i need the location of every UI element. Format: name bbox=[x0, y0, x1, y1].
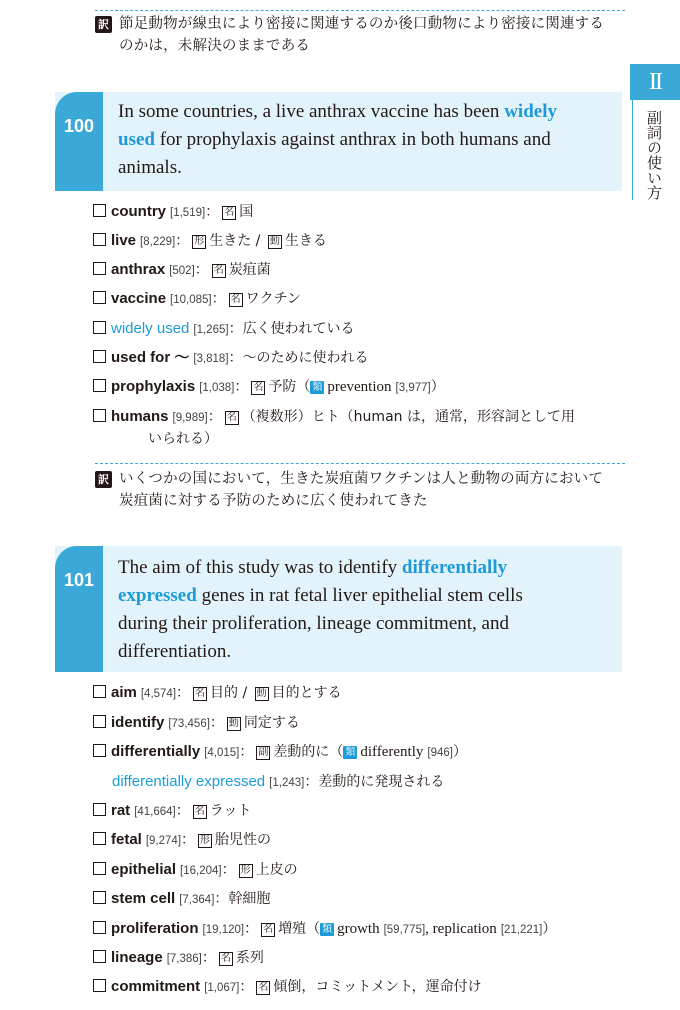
meaning: 差動的に（ bbox=[273, 744, 344, 760]
meaning: 広く使われている bbox=[242, 321, 355, 337]
checkbox[interactable] bbox=[93, 291, 106, 304]
pos-badge: 形 bbox=[194, 236, 205, 247]
meaning: 幹細胞 bbox=[228, 891, 271, 907]
pos-badge: 名 bbox=[263, 924, 274, 935]
vocab-word: proliferation bbox=[111, 920, 199, 937]
frequency: [1,067] bbox=[204, 982, 240, 994]
vocab-word: rat bbox=[111, 802, 131, 819]
vocab-item: anthrax [502]： 名 炭疽菌 bbox=[93, 259, 633, 282]
translation-badge: 訳 bbox=[95, 471, 112, 488]
chapter-tab-line bbox=[632, 100, 633, 200]
frequency: [8,229] bbox=[140, 236, 176, 248]
checkbox[interactable] bbox=[93, 350, 106, 363]
meaning: 胎児性の bbox=[215, 832, 272, 848]
vocab-item: lineage [7,386]： 名 系列 bbox=[93, 947, 633, 970]
meaning: 生きる bbox=[284, 233, 327, 249]
sentence-number: 100 bbox=[63, 116, 95, 136]
checkbox[interactable] bbox=[93, 262, 106, 275]
vocab-word: commitment bbox=[111, 978, 201, 995]
vocab-word: humans bbox=[111, 408, 169, 425]
vocab-word: used for ～ bbox=[111, 349, 190, 366]
meaning: 差動的に発現される bbox=[318, 774, 445, 790]
checkbox[interactable] bbox=[93, 832, 106, 845]
checkbox[interactable] bbox=[93, 950, 106, 963]
frequency: [21,221] bbox=[500, 924, 543, 936]
vocab-item: vaccine [10,085]： 名 ワクチン bbox=[93, 288, 633, 311]
frequency: [4,574] bbox=[140, 688, 177, 700]
frequency: [19,120] bbox=[202, 924, 245, 936]
meaning: 予防（ bbox=[268, 379, 311, 395]
paren: ） bbox=[430, 379, 445, 395]
meaning: ～のために使われる bbox=[242, 350, 369, 366]
pos-badge: 名 bbox=[253, 382, 264, 393]
meaning: 炭疽菌 bbox=[228, 262, 271, 278]
frequency: [3,818] bbox=[193, 353, 229, 365]
frequency: [59,775] bbox=[383, 924, 426, 936]
sentence-line: animals. bbox=[118, 157, 182, 178]
sentence-text: for prophylaxis against anthrax in both humans and bbox=[154, 129, 551, 150]
vocab-phrase: differentially expressed bbox=[112, 773, 266, 790]
sentence-line bbox=[118, 582, 613, 610]
synonym-badge: 類 bbox=[312, 382, 323, 393]
vocab-item: fetal [9,274]： 形 胎児性の bbox=[93, 829, 633, 852]
vocab-item: identify [73,456]： 動 同定する bbox=[93, 712, 633, 735]
checkbox[interactable] bbox=[93, 862, 106, 875]
pos-badge: 名 bbox=[224, 207, 235, 218]
frequency: [41,664] bbox=[134, 806, 176, 818]
checkbox[interactable] bbox=[93, 409, 106, 422]
sentence-text: In some countries, a live anthrax vaccine has been bbox=[118, 101, 505, 122]
vocab-subitem: differentially expressed [1,243]：差動的に発現される bbox=[112, 773, 445, 790]
sentence-line bbox=[118, 554, 613, 582]
vocab-word: stem cell bbox=[111, 890, 176, 907]
vocab-item: proliferation [19,120]： 名 増殖（ 類 growth [59,775], replication [21,221]） bbox=[93, 918, 633, 941]
sentence-line bbox=[118, 98, 613, 126]
vocab-word: epithelial bbox=[111, 861, 177, 878]
frequency: [502] bbox=[169, 265, 195, 277]
synonym: , replication bbox=[425, 921, 497, 937]
vocab-word: identify bbox=[111, 714, 165, 731]
translation-line: 炭疽菌に対する予防のために広く使われてきた bbox=[119, 493, 428, 509]
checkbox[interactable] bbox=[93, 321, 106, 334]
checkbox[interactable] bbox=[93, 379, 106, 392]
chapter-number: II bbox=[649, 69, 661, 95]
checkbox[interactable] bbox=[93, 204, 106, 217]
vocab-continuation: いられる） bbox=[148, 431, 218, 447]
pos-badge: 名 bbox=[226, 412, 237, 423]
vocab-word: anthrax bbox=[111, 261, 166, 278]
sentence-number: 101 bbox=[63, 570, 95, 590]
vocab-item: commitment [1,067]： 名 傾倒，コミットメント，運命付け bbox=[93, 976, 633, 999]
sentence-text: The aim of this study was to identify bbox=[118, 557, 402, 578]
pos-badge: 動 bbox=[228, 718, 239, 729]
vocab-item: differentially [4,015]： 副 差動的に（ 類 differently [946]） bbox=[93, 741, 633, 764]
pos-badge: 動 bbox=[269, 236, 280, 247]
meaning: ワクチン bbox=[245, 291, 301, 307]
frequency: [4,015] bbox=[204, 747, 240, 759]
vocab-phrase: widely used bbox=[111, 320, 190, 337]
vocab-word: country bbox=[111, 203, 167, 220]
vocab-item: rat [41,664]： 名 ラット bbox=[93, 800, 633, 823]
frequency: [7,386] bbox=[166, 953, 202, 965]
vocab-item: epithelial [16,204]： 形 上皮の bbox=[93, 859, 633, 882]
vocab-word: differentially bbox=[111, 743, 201, 760]
vocab-word: lineage bbox=[111, 949, 163, 966]
pos-badge: 名 bbox=[194, 806, 205, 817]
sentence-text: genes in rat fetal liver epithelial stem cells bbox=[196, 585, 523, 606]
vocab-word: aim bbox=[111, 684, 137, 701]
frequency: [10,085] bbox=[170, 294, 212, 306]
synonym: differently bbox=[360, 744, 424, 760]
highlight-phrase: differentially bbox=[401, 557, 508, 578]
pos-badge: 名 bbox=[213, 265, 224, 276]
synonym: growth bbox=[337, 921, 380, 937]
highlight-phrase: widely bbox=[504, 101, 557, 122]
vocab-word: fetal bbox=[111, 831, 142, 848]
synonym-badge: 類 bbox=[345, 747, 356, 758]
pos-badge: 副 bbox=[258, 747, 269, 758]
pos-badge: 形 bbox=[240, 865, 251, 876]
frequency: [16,204] bbox=[180, 865, 222, 877]
pos-badge: 名 bbox=[230, 294, 241, 305]
checkbox[interactable] bbox=[93, 891, 106, 904]
vocab-item: prophylaxis [1,038]： 名 予防（ 類 prevention [3,977]） bbox=[93, 376, 633, 399]
vocab-item: widely used [1,265]：広く使われている bbox=[93, 318, 633, 341]
translation-line: のかは，未解決のままである bbox=[119, 38, 311, 54]
sentence-line: differentiation. bbox=[118, 641, 232, 662]
frequency: [7,364] bbox=[179, 894, 215, 906]
paren: ） bbox=[452, 744, 467, 760]
pos-badge: 動 bbox=[256, 688, 267, 699]
translation-line: 節足動物が線虫により密接に関連するのか後口動物により密接に関連する bbox=[119, 16, 605, 32]
pos-badge: 名 bbox=[220, 953, 231, 964]
checkbox[interactable] bbox=[93, 979, 106, 992]
frequency: [9,989] bbox=[172, 412, 208, 424]
paren: ） bbox=[542, 921, 557, 937]
sentence-line: during their proliferation, lineage commitment, and bbox=[118, 613, 509, 634]
divider bbox=[95, 10, 625, 11]
synonym-badge: 類 bbox=[322, 924, 333, 935]
meaning: 増殖（ bbox=[278, 921, 321, 937]
pos-badge: 形 bbox=[200, 835, 211, 846]
translation-badge: 訳 bbox=[95, 16, 112, 33]
meaning: 国 bbox=[239, 204, 254, 220]
meaning: ラット bbox=[209, 803, 252, 819]
vocab-word: prophylaxis bbox=[111, 378, 196, 395]
frequency: [1,519] bbox=[170, 207, 206, 219]
meaning: 生きた / bbox=[209, 233, 261, 249]
sentence-box-101 bbox=[55, 546, 622, 672]
checkbox[interactable] bbox=[93, 921, 106, 934]
checkbox[interactable] bbox=[93, 744, 106, 757]
sentence-number-badge bbox=[55, 546, 103, 672]
meaning: 同定する bbox=[243, 715, 300, 731]
meaning: 系列 bbox=[235, 950, 264, 966]
vocab-item: humans [9,989]： 名 （複数形）ヒト（human は，通常，形容詞として用 bbox=[93, 406, 633, 429]
sentence-number-badge bbox=[55, 92, 103, 191]
checkbox[interactable] bbox=[93, 233, 106, 246]
synonym: prevention bbox=[327, 379, 392, 395]
meaning: 目的 / bbox=[210, 685, 248, 701]
vocab-item: stem cell [7,364]：幹細胞 bbox=[93, 888, 633, 911]
sentence-box-100 bbox=[55, 92, 622, 191]
vocab-word: vaccine bbox=[111, 290, 167, 307]
frequency: [1,038] bbox=[199, 382, 235, 394]
meaning: 傾倒，コミットメント，運命付け bbox=[273, 979, 482, 995]
frequency: [1,265] bbox=[193, 324, 229, 336]
chapter-title: 副詞の使い方 bbox=[645, 110, 663, 200]
vocab-item: used for ～ [3,818]：～のために使われる bbox=[93, 347, 633, 370]
frequency: [73,456] bbox=[168, 718, 210, 730]
vocab-item: country [1,519]： 名 国 bbox=[93, 201, 633, 224]
meaning: 目的とする bbox=[271, 685, 342, 701]
divider bbox=[95, 463, 625, 464]
checkbox[interactable] bbox=[93, 715, 106, 728]
vocab-item: live [8,229]： 形 生きた / 動 生きる bbox=[93, 230, 633, 253]
pos-badge: 名 bbox=[258, 982, 269, 993]
highlight-phrase: expressed bbox=[118, 585, 197, 606]
translation-line: いくつかの国において，生きた炭疽菌ワクチンは人と動物の両方において bbox=[119, 471, 604, 487]
frequency: [946] bbox=[427, 747, 453, 759]
frequency: [3,977] bbox=[395, 382, 431, 394]
highlight-phrase: used bbox=[118, 129, 155, 150]
vocab-word: live bbox=[111, 232, 137, 249]
checkbox[interactable] bbox=[93, 685, 106, 698]
pos-badge: 名 bbox=[195, 688, 206, 699]
frequency: [1,243] bbox=[269, 777, 305, 789]
vocab-item: aim [4,574]： 名 目的 / 動 目的とする bbox=[93, 682, 633, 705]
meaning: （複数形）ヒト（human は，通常，形容詞として用 bbox=[241, 409, 575, 425]
checkbox[interactable] bbox=[93, 803, 106, 816]
meaning: 上皮の bbox=[255, 862, 298, 878]
frequency: [9,274] bbox=[145, 835, 182, 847]
sentence-line bbox=[118, 126, 613, 154]
